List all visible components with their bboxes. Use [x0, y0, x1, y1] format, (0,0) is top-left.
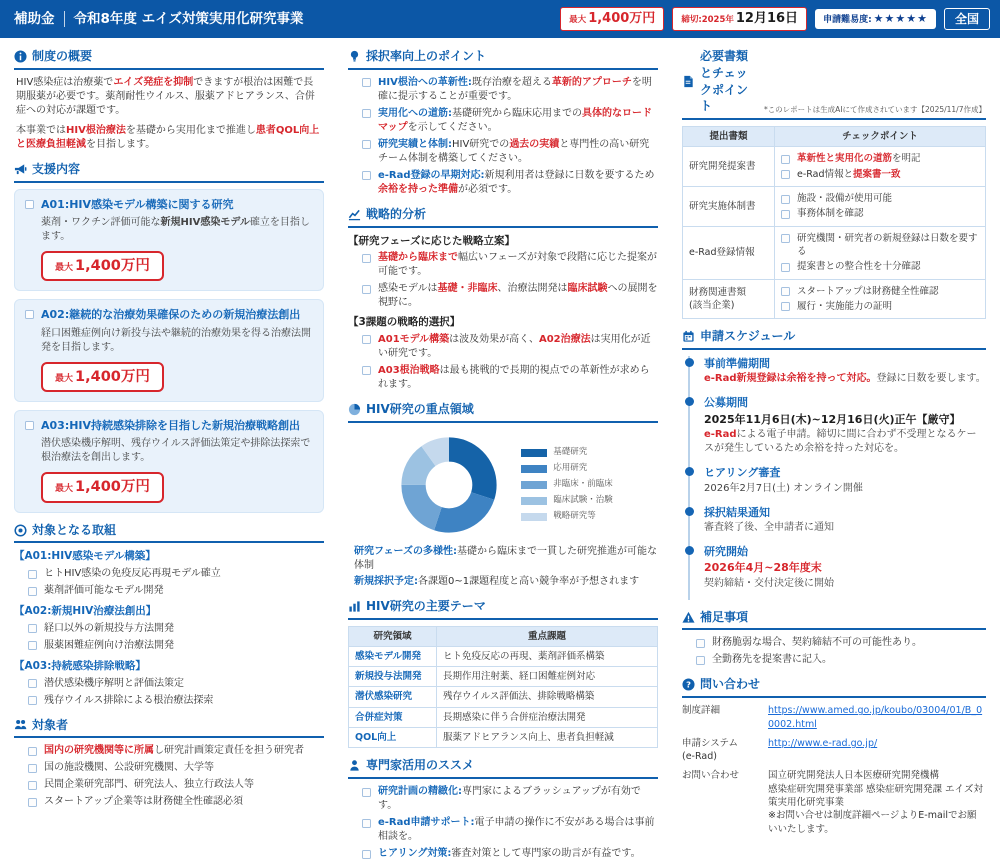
checkbox[interactable] [362, 850, 371, 859]
check-item: 事務体制を確認 [781, 207, 979, 220]
hiv-focus-chart [348, 429, 658, 541]
legend-swatch [521, 481, 547, 489]
checkbox[interactable] [28, 696, 37, 705]
contact-row: 申請システム (e-Rad) http://www.e-rad.go.jp/ [682, 737, 878, 763]
table-row: 感染モデル開発 ヒト免疫反応の再現、薬剤評価系構築 [349, 646, 658, 666]
schedule-timeline [688, 356, 986, 600]
checkbox[interactable] [362, 254, 371, 263]
initiative-group-heading: 【A03:持続感染排除戦略】 [14, 659, 146, 672]
column-header: 提出書類 [683, 127, 775, 147]
section-label: 対象者 [32, 717, 69, 732]
overview-paragraph-2: 本事業ではHIV根治療法を基礎から実用化まで推進し患者QOL向上と医療負担軽減を目指します。 [16, 124, 320, 150]
amount-badge: 最大 1,400万円 [41, 472, 164, 502]
check-item: A03根治戦略は最も挑戦的で長期的視点での革新性が求められます。 [362, 364, 658, 392]
checkbox[interactable] [28, 570, 37, 579]
amed-detail-link[interactable]: https://www.amed.go.jp/koubo/03004/01/B_00002.html [768, 705, 983, 730]
max-amount-badge [560, 7, 664, 31]
section-label: 補足事項 [700, 609, 749, 624]
themes-table [348, 626, 658, 749]
section-focus-title [348, 401, 658, 423]
table-row: 新規投与法開発 長期作用注射薬、経口困難症例対応 [349, 667, 658, 687]
section-label: 制度の概要 [32, 49, 93, 63]
card-title: A03:HIV持続感染排除を目指した新規治療戦略創出 [25, 418, 313, 433]
check-item: 潜伏感染機序解明と評価法策定 [28, 677, 324, 691]
table-row: 研究実施体制書 施設・設備が使用可能 事務体制を確認 [683, 187, 986, 227]
warning-icon [682, 611, 695, 624]
table-row: 財務関連書類 (該当企業) スタートアップは財務健全性確認 履行・実施能力の証明 [683, 279, 986, 319]
table-row: 合併症対策 長期感染に伴う合併症治療法開発 [349, 707, 658, 727]
check-item: HIV根治への革新性:既存治療を超える革新的アプローチを明確に提示することが重要です。 [362, 76, 658, 104]
chart-legend [521, 443, 613, 526]
checkbox[interactable] [781, 155, 790, 164]
initiative-group-heading: 【A01:HIV感染モデル構築】 [14, 550, 156, 563]
legend-item: 基礎研究 [521, 447, 613, 459]
section-label: 問い合わせ [700, 677, 761, 692]
check-item: ヒトHIV感染の免疫反応再現モデル確立 [28, 567, 324, 581]
hiv-focus-donut [393, 429, 505, 541]
table-row: QOL向上 服薬アドヒアランス向上、患者負担軽減 [349, 728, 658, 748]
checkbox[interactable] [362, 109, 371, 118]
ai-generated-note: *このレポートは生成AIにて作成されています【2025/11/7作成】 [763, 104, 986, 114]
section-label: HIV研究の重点領域 [366, 401, 474, 416]
target-icon [14, 524, 27, 537]
documents-table [682, 126, 986, 319]
page-title: 令和8年度 エイズ対策実用化研究事業 [73, 10, 304, 27]
section-label: HIV研究の主要テーマ [366, 598, 486, 613]
amount-badge: 最大 1,400万円 [41, 251, 164, 281]
checkbox[interactable] [362, 140, 371, 149]
checkbox[interactable] [25, 421, 34, 430]
check-item: 革新性と実用化の道筋を明記 [781, 152, 979, 165]
checkbox[interactable] [25, 200, 34, 209]
section-label: 申請スケジュール [700, 329, 796, 344]
section-themes-title [348, 598, 658, 620]
pie-chart-icon [348, 403, 361, 416]
card-desc: 薬剤・ワクチン評価可能な新規HIV感染モデル確立を目指します。 [41, 216, 310, 242]
checkbox[interactable] [781, 302, 790, 311]
lightbulb-icon [348, 50, 361, 63]
check-item: 施設・設備が使用可能 [781, 192, 979, 205]
region-badge: 全国 [944, 8, 990, 31]
legend-swatch [521, 513, 547, 521]
megaphone-icon [14, 163, 27, 176]
section-label: 対象となる取組 [32, 522, 117, 537]
check-item: 提案書との整合性を十分確認 [781, 260, 979, 273]
timeline-item: ヒアリング審査 2026年2月7日(土) オンライン開催 [690, 465, 986, 504]
checkbox[interactable] [28, 587, 37, 596]
checkbox[interactable] [28, 747, 37, 756]
left-column [0, 38, 336, 808]
header-bar [0, 0, 1000, 38]
person-icon [348, 759, 361, 772]
deadline-prefix: 締切:2025年 [681, 14, 734, 25]
checkbox[interactable] [362, 819, 371, 828]
difficulty-badge [815, 9, 936, 29]
checkbox[interactable] [28, 641, 37, 650]
checkbox[interactable] [781, 234, 790, 243]
check-item: e-Rad情報と提案書一致 [781, 168, 979, 181]
check-item: 民間企業研究部門、研究法人、独立行政法人等 [28, 778, 324, 792]
initiative-group-heading: 【A02:新規HIV治療法創出】 [14, 605, 157, 618]
check-item: 履行・実施能力の証明 [781, 300, 979, 313]
legend-item: 戦略研究等 [521, 511, 613, 523]
table-row: e-Rad登録情報 研究機関・研究者の新規登録は日数を要する 提案書との整合性を十分確認 [683, 226, 986, 279]
contact-org-line: ※お問い合せは制度詳細ページよりE-mailでお願いいたします。 [768, 810, 977, 835]
erad-link[interactable]: http://www.e-rad.go.jp/ [768, 737, 878, 749]
difficulty-label: 申請難易度: [823, 15, 872, 26]
support-card-a02 [14, 299, 324, 402]
column-header: 重点課題 [437, 626, 658, 646]
checkbox[interactable] [28, 798, 37, 807]
check-item: A01モデル構築は波及効果が高く、A02治療法は実用化が近い研究です。 [362, 333, 658, 361]
timeline-item: 公募期間 2025年11月6日(木)~12月16日(火)正午【厳守】 e-Radによる電子申請。締切に間に合わず不受理となるケースが発生しているため余裕を持った対応を。 [690, 395, 986, 465]
checkbox[interactable] [696, 639, 705, 648]
content-columns [0, 38, 1000, 860]
trend-chart-icon [348, 208, 361, 221]
card-title: A02:継続的な治療効果確保のための新規治療法創出 [25, 307, 313, 322]
checkbox[interactable] [362, 285, 371, 294]
middle-column [336, 38, 670, 860]
section-label: 支援内容 [32, 161, 81, 176]
checkbox[interactable] [781, 195, 790, 204]
card-desc: 潜伏感染機序解明、残存ウイルス評価法策定や排除法探索で根治療法を創出します。 [41, 438, 311, 464]
overview-paragraph-1: HIV感染症は治療薬でエイズ発症を抑制できますが根治は困難で長期服薬が必要です。薬剤耐性ウイルス、服薬アドヒアランス、合併症への対応が課題です。 [16, 76, 315, 116]
timeline-item: 採択結果通知 審査終了後、全申請者に通知 [690, 505, 986, 544]
card-title: A01:HIV感染モデル構築に関する研究 [25, 197, 313, 212]
check-item: e-Rad申請サポート:電子申請の操作に不安がある場合は事前相談を。 [362, 816, 658, 844]
bar-chart-icon [348, 600, 361, 613]
deadline-badge [672, 7, 807, 31]
checkbox[interactable] [781, 210, 790, 219]
contact-org-line: 感染症研究開発事業部 感染症研究開発課 エイズ対策実用化研究事業 [768, 783, 983, 809]
check-item: ヒアリング対策:審査対策として専門家の助言が有益です。 [362, 847, 658, 861]
checkbox[interactable] [28, 764, 37, 773]
legend-item: 応用研究 [521, 463, 613, 475]
checkbox[interactable] [362, 78, 371, 87]
right-column [670, 38, 1000, 835]
support-card-a03 [14, 410, 324, 513]
check-item: 全勤務先を提案書に記入。 [696, 653, 986, 667]
checkbox[interactable] [781, 263, 790, 272]
amount-badge: 最大 1,400万円 [41, 362, 164, 392]
analysis-group-heading: 【研究フェーズに応じた戦略立案】 [348, 234, 515, 247]
check-item: e-Rad登録の早期対応:新規利用者は登録に日数を要するため余裕を持った準備が必須です。 [362, 169, 658, 197]
section-label: 必要書類とチェックポイント [700, 49, 749, 114]
check-item: 財務脆弱な場合、契約締結不可の可能性あり。 [696, 636, 986, 650]
legend-swatch [521, 497, 547, 505]
section-initiatives-title [14, 522, 324, 544]
check-item: 服薬困難症例向け治療法開発 [28, 639, 324, 653]
deadline-value: 12月16日 [735, 10, 799, 26]
section-label: 採択率向上のポイント [366, 49, 487, 63]
card-desc: 経口困難症例向け新投与法や継続的治療効果を得る治療法開発を目指します。 [41, 327, 311, 353]
document-icon [682, 75, 695, 88]
column-header: チェックポイント [775, 127, 986, 147]
header-category: 補助金 [14, 10, 55, 27]
section-documents-title [682, 48, 986, 120]
checkbox[interactable] [781, 170, 790, 179]
header-badges [560, 7, 990, 31]
support-card-a01 [14, 189, 324, 292]
check-item: 実用化への道筋:基礎研究から臨床応用までの具体的なロードマップを示してください。 [362, 107, 658, 135]
amount-value: 1,400万円 [588, 10, 656, 26]
checkbox[interactable] [362, 171, 371, 180]
section-label: 戦略的分析 [366, 206, 427, 221]
section-schedule-title [682, 328, 986, 350]
section-analysis-title [348, 206, 658, 228]
section-points-title [348, 48, 658, 70]
legend-swatch [521, 465, 547, 473]
check-item: 研究実績と体制:HIV研究での過去の実績と専門性の高い研究チーム体制を構築してください。 [362, 138, 658, 166]
info-icon [14, 50, 27, 63]
checkbox[interactable] [781, 287, 790, 296]
check-item: 研究機関・研究者の新規登録は日数を要する [781, 232, 979, 259]
header-divider [64, 11, 65, 27]
question-icon [682, 678, 695, 691]
section-contact-title [682, 676, 986, 698]
section-label: 専門家活用のススメ [366, 758, 475, 773]
legend-item: 非臨床・前臨床 [521, 479, 613, 491]
check-item: 感染モデルは基礎・非臨床、治療法開発は臨床試験への展開を視野に。 [362, 282, 658, 310]
section-support-title [14, 161, 324, 183]
check-item: 薬剤評価可能なモデル開発 [28, 584, 324, 598]
checkbox[interactable] [28, 781, 37, 790]
check-item: 国内の研究機関等に所属し研究計画策定責任を担う研究者 [28, 744, 324, 758]
amount-prefix: 最大 [569, 14, 587, 25]
timeline-item: 研究開始 2026年4月~28年度末 契約締結・交付決定後に開始 [690, 544, 986, 600]
star-rating-icon: ★★★★★ [873, 12, 928, 26]
svg-text:?: ? [686, 679, 691, 690]
legend-swatch [521, 449, 547, 457]
section-experts-title [348, 757, 658, 779]
contact-row: 制度詳細 https://www.amed.go.jp/koubo/03004/01/B_00002.html [682, 705, 983, 730]
check-item: 経口以外の新規投与方法開発 [28, 622, 324, 636]
checkbox[interactable] [25, 310, 34, 319]
column-header: 研究領域 [349, 626, 437, 646]
focus-note: 研究フェーズの多様性:基礎から臨床まで一貫した研究推進が可能な体制 [354, 545, 657, 571]
check-item: 残存ウイルス排除による根治療法探索 [28, 694, 324, 708]
checkbox[interactable] [362, 335, 371, 344]
check-item: スタートアップ企業等は財務健全性確認必須 [28, 795, 324, 809]
checkbox[interactable] [362, 788, 371, 797]
people-icon [14, 718, 27, 731]
checkbox[interactable] [362, 366, 371, 375]
table-row: 潜伏感染研究 残存ウイルス評価法、排除戦略構築 [349, 687, 658, 707]
checkbox[interactable] [28, 679, 37, 688]
checkbox[interactable] [696, 656, 705, 665]
legend-item: 臨床試験・治験 [521, 495, 613, 507]
contact-row: お問い合わせ 国立研究開発法人日本医療研究開発機構 感染症研究開発事業部 感染症研究開発課 エイズ対策実用化研究事業 ※お問い合せは制度詳細ページよりE-mailでお願いいたします。 [682, 769, 986, 835]
check-item: 基礎から臨床まで幅広いフェーズが対象で段階に応じた提案が可能です。 [362, 251, 658, 279]
timeline-item: 事前準備期間 e-Rad新規登録は余裕を持って対応。登録に日数を要します。 [690, 356, 986, 395]
calendar-icon [682, 330, 695, 343]
section-audience-title [14, 717, 324, 739]
table-row: 研究開発提案書 革新性と実用化の道筋を明記 e-Rad情報と提案書一致 [683, 147, 986, 187]
focus-note: 新規採択予定:各課題0~1課題程度と高い競争率が予想されます [354, 575, 640, 587]
checkbox[interactable] [28, 624, 37, 633]
check-item: 研究計画の精緻化:専門家によるブラッシュアップが有効です。 [362, 785, 658, 813]
section-supplement-title [682, 609, 986, 631]
check-item: スタートアップは財務健全性確認 [781, 285, 979, 298]
analysis-group-heading: 【3課題の戦略的選択】 [348, 316, 461, 329]
contact-org-line: 国立研究開発法人日本医療研究開発機構 [768, 770, 940, 782]
section-overview-title [14, 48, 324, 70]
check-item: 国の施設機関、公設研究機関、大学等 [28, 761, 324, 775]
